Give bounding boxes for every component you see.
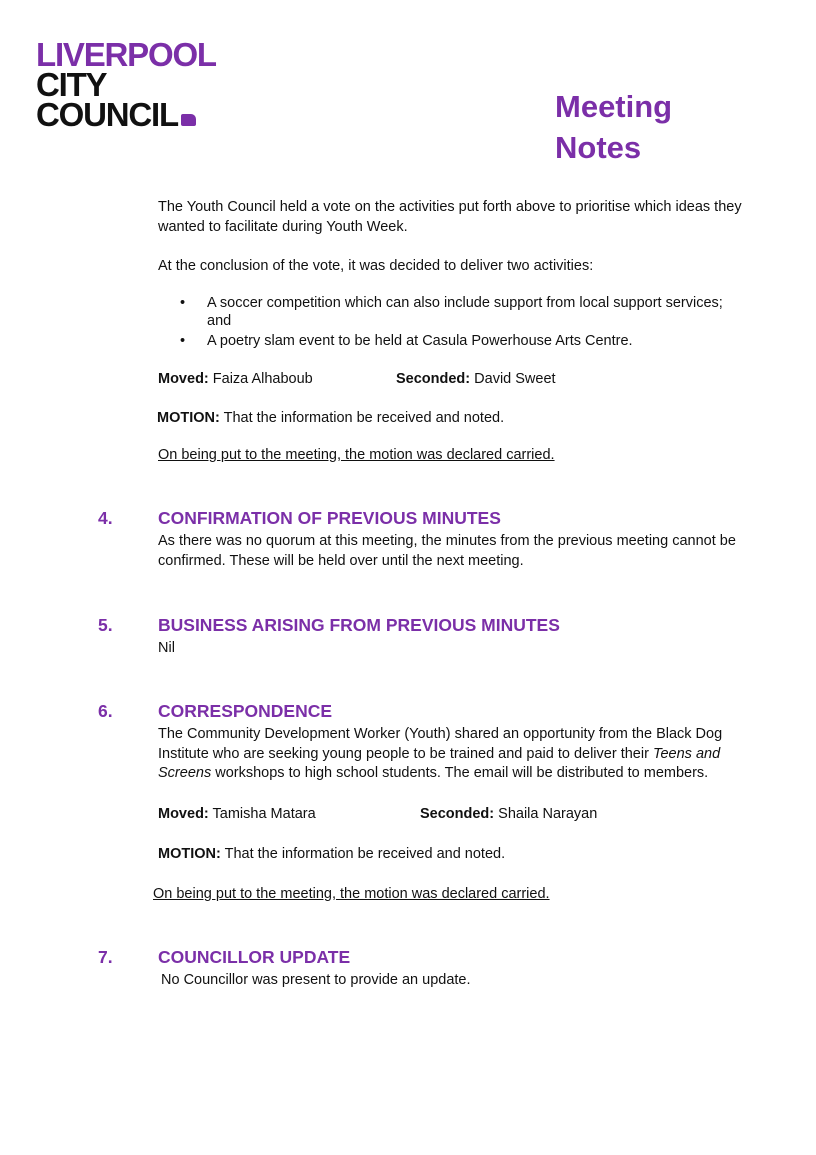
document-title xyxy=(555,86,672,168)
motion-carried: On being put to the meeting, the motion was declared carried. xyxy=(158,447,555,463)
seconded-label: Seconded: xyxy=(396,371,471,387)
logo-line-liverpool: LIVERPOOL xyxy=(36,36,216,73)
logo-mark-icon xyxy=(181,114,196,126)
list-item xyxy=(180,332,750,350)
section-6-body-italic: Teens and Screens xyxy=(158,745,721,781)
document-title-line2: Notes xyxy=(555,130,642,165)
moved-label: Moved: xyxy=(158,806,209,822)
section-7-body: No Councillor was present to provide an update. xyxy=(161,972,471,988)
section-4-number: 4. xyxy=(98,508,113,528)
moved-by xyxy=(158,370,313,389)
seconded-by-6 xyxy=(420,805,597,824)
section-6-title: CORRESPONDENCE xyxy=(158,701,333,721)
section-6-body-part1: The Community Development Worker (Youth) shared an opportunity from the Black Dog Institute who are seeking young people to be trained and paid to deliver their xyxy=(158,726,723,762)
logo-line-city: CITY xyxy=(36,66,107,103)
section-6-body xyxy=(158,725,753,784)
motion-carried-6: On being put to the meeting, the motion was declared carried. xyxy=(153,886,550,902)
motion-label: MOTION: xyxy=(158,846,221,862)
section-4-title: CONFIRMATION OF PREVIOUS MINUTES xyxy=(158,508,501,528)
logo-line-council: COUNCIL xyxy=(36,96,178,133)
moved-name: Tamisha Matara xyxy=(212,806,316,822)
motion-text: That the information be received and noted. xyxy=(223,410,505,426)
seconded-name: Shaila Narayan xyxy=(498,806,598,822)
section-4-body: As there was no quorum at this meeting, the minutes from the previous meeting cannot be confirmed. These will be held over until the next meeting. xyxy=(158,533,736,569)
seconded-by xyxy=(396,370,556,389)
intro-paragraph-conclusion: At the conclusion of the vote, it was decided to deliver two activities: xyxy=(158,258,594,274)
section-7-number: 7. xyxy=(98,947,113,967)
moved-name: Faiza Alhaboub xyxy=(212,371,313,387)
bullet-icon: • xyxy=(180,295,186,311)
section-7-title: COUNCILLOR UPDATE xyxy=(158,947,351,967)
bullet-icon: • xyxy=(180,333,186,349)
council-logo xyxy=(36,36,276,133)
seconded-label: Seconded: xyxy=(420,806,495,822)
activities-list xyxy=(180,294,750,352)
moved-label: Moved: xyxy=(158,371,209,387)
section-5-number: 5. xyxy=(98,615,113,635)
logo-line-council-wrap xyxy=(36,96,276,133)
section-6-body-part2: workshops to high school students. The email will be distributed to members. xyxy=(211,765,709,781)
motion-text: That the information be received and noted. xyxy=(224,846,506,862)
section-6-number: 6. xyxy=(98,701,113,721)
seconded-name: David Sweet xyxy=(474,371,556,387)
motion xyxy=(157,409,504,428)
motion-6 xyxy=(158,845,505,864)
intro-paragraph-vote: The Youth Council held a vote on the activities put forth above to prioritise which ideas they wanted to facilitate during Youth Week. xyxy=(158,199,742,235)
list-item-text: A soccer competition which can also include support from local support services; and xyxy=(207,295,723,329)
section-5-title: BUSINESS ARISING FROM PREVIOUS MINUTES xyxy=(158,615,560,635)
section-5-body: Nil xyxy=(158,640,175,656)
motion-label: MOTION: xyxy=(157,410,220,426)
list-item xyxy=(180,294,750,330)
moved-by-6 xyxy=(158,805,316,824)
list-item-text: A poetry slam event to be held at Casula Powerhouse Arts Centre. xyxy=(207,333,633,349)
document-title-line1: Meeting xyxy=(555,89,673,124)
